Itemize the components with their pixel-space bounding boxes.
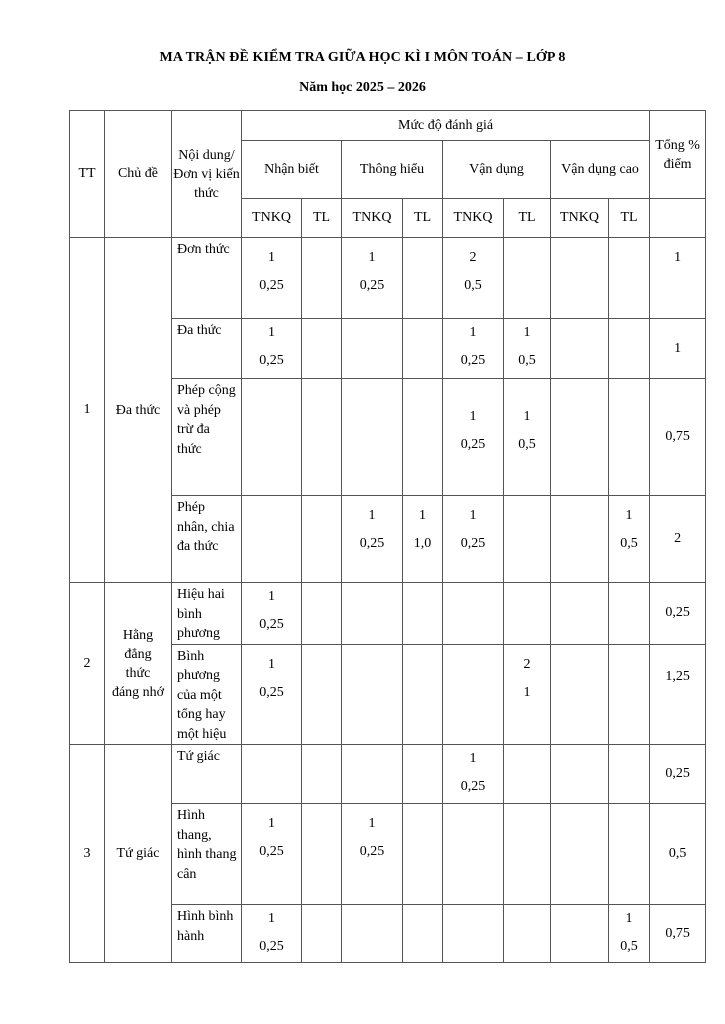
level-cell bbox=[609, 804, 650, 905]
score-value: 0,25 bbox=[259, 684, 284, 700]
question-count: 1 bbox=[419, 508, 426, 523]
level-cell bbox=[242, 804, 302, 905]
level-cell bbox=[342, 905, 403, 963]
question-count: 2 bbox=[469, 250, 477, 265]
question-count: 1 bbox=[625, 911, 633, 926]
level-cell bbox=[504, 644, 551, 745]
score-value: 1 bbox=[523, 684, 531, 700]
level-cell bbox=[242, 644, 302, 745]
total-percent: 0,75 bbox=[650, 379, 706, 496]
level-cell bbox=[443, 644, 504, 745]
level-cell bbox=[443, 379, 504, 496]
level-cell bbox=[302, 379, 342, 496]
level-cell bbox=[302, 238, 342, 319]
question-count: 1 bbox=[368, 816, 376, 831]
level-cell bbox=[609, 319, 650, 379]
level-cell bbox=[403, 745, 443, 804]
header-level-group: Mức độ đánh giá bbox=[242, 111, 650, 141]
total-percent: 0,75 bbox=[650, 905, 706, 963]
level-cell bbox=[342, 319, 403, 379]
row-number: 1 bbox=[70, 238, 105, 583]
row-number: 2 bbox=[70, 583, 105, 745]
score-value: 0,5 bbox=[518, 353, 536, 368]
score-value: 0,5 bbox=[464, 278, 482, 293]
header-level-apply-high: Vận dụng cao bbox=[551, 141, 650, 199]
level-cell bbox=[302, 745, 342, 804]
knowledge-unit: Đơn thức bbox=[172, 238, 242, 319]
level-cell bbox=[302, 496, 342, 583]
knowledge-unit: Phép nhân, chia đa thức bbox=[172, 496, 242, 583]
document-title: MA TRẬN ĐỀ KIỂM TRA GIỮA HỌC KÌ I MÔN TOÁN – LỚP 8 bbox=[159, 50, 566, 65]
question-count: 1 bbox=[368, 508, 376, 523]
knowledge-unit: Phép cộng và phép trừ đa thức bbox=[172, 379, 242, 496]
level-cell bbox=[342, 583, 403, 645]
level-cell bbox=[302, 583, 342, 645]
question-count: 1 bbox=[523, 325, 531, 340]
level-cell bbox=[504, 319, 551, 379]
level-cell bbox=[504, 496, 551, 583]
total-percent: 0,25 bbox=[650, 745, 706, 804]
level-cell bbox=[302, 319, 342, 379]
level-cell bbox=[342, 238, 403, 319]
score-value: 0,5 bbox=[518, 437, 536, 452]
score-value: 1,0 bbox=[413, 536, 432, 551]
header-level-understand: Thông hiểu bbox=[342, 141, 443, 199]
level-cell bbox=[242, 379, 302, 496]
score-value: 0,25 bbox=[460, 437, 486, 452]
level-cell bbox=[443, 496, 504, 583]
topic-name: Hằng đẳng thức đáng nhớ bbox=[105, 583, 172, 745]
score-value: 0,5 bbox=[620, 939, 638, 954]
header-unit: Nội dung/ Đơn vị kiến thức bbox=[172, 111, 242, 238]
level-cell bbox=[609, 238, 650, 319]
topic-name: Đa thức bbox=[105, 238, 172, 583]
level-cell bbox=[302, 644, 342, 745]
total-percent: 2 bbox=[650, 496, 706, 583]
topic-name: Tứ giác bbox=[105, 745, 172, 963]
header-total: Tổng % điểm bbox=[650, 111, 706, 199]
header-sub-tl: TL bbox=[302, 199, 342, 238]
level-cell bbox=[242, 496, 302, 583]
level-cell bbox=[403, 238, 443, 319]
question-count: 1 bbox=[469, 508, 477, 523]
level-cell bbox=[443, 745, 504, 804]
knowledge-unit: Hình thang, hình thang cân bbox=[172, 804, 242, 905]
level-cell bbox=[342, 379, 403, 496]
level-cell bbox=[403, 496, 443, 583]
knowledge-unit: Hiệu hai bình phương bbox=[172, 583, 242, 645]
total-percent: 1,25 bbox=[650, 644, 706, 745]
level-cell bbox=[504, 804, 551, 905]
score-value: 0,25 bbox=[460, 779, 486, 794]
level-cell bbox=[443, 905, 504, 963]
level-cell bbox=[403, 905, 443, 963]
level-cell bbox=[609, 644, 650, 745]
header-level-recognize: Nhận biết bbox=[242, 141, 342, 199]
level-cell bbox=[443, 319, 504, 379]
level-cell bbox=[504, 905, 551, 963]
level-cell bbox=[342, 745, 403, 804]
level-cell bbox=[551, 804, 609, 905]
level-cell bbox=[242, 745, 302, 804]
score-value: 0,25 bbox=[259, 617, 284, 632]
level-cell bbox=[551, 583, 609, 645]
row-number: 3 bbox=[70, 745, 105, 963]
score-value: 0,25 bbox=[359, 844, 385, 859]
header-sub-tl: TL bbox=[609, 199, 650, 238]
level-cell bbox=[443, 238, 504, 319]
score-value: 0,25 bbox=[259, 844, 284, 859]
total-percent: 0,25 bbox=[650, 583, 706, 645]
header-sub-tl: TL bbox=[403, 199, 443, 238]
level-cell bbox=[342, 496, 403, 583]
question-count: 1 bbox=[268, 816, 275, 831]
score-value: 0,25 bbox=[259, 278, 284, 293]
score-value: 0,25 bbox=[359, 536, 385, 551]
header-topic: Chủ đề bbox=[105, 111, 172, 238]
level-cell bbox=[551, 238, 609, 319]
level-cell bbox=[403, 804, 443, 905]
level-cell bbox=[403, 319, 443, 379]
header-level-apply: Vận dụng bbox=[443, 141, 551, 199]
level-cell bbox=[504, 238, 551, 319]
header-sub-tl: TL bbox=[504, 199, 551, 238]
level-cell bbox=[609, 496, 650, 583]
level-cell bbox=[609, 745, 650, 804]
total-percent: 0,5 bbox=[650, 804, 706, 905]
table-row bbox=[70, 238, 706, 319]
level-cell bbox=[403, 644, 443, 745]
level-cell bbox=[551, 379, 609, 496]
question-count: 1 bbox=[625, 508, 633, 523]
question-count: 1 bbox=[523, 409, 531, 424]
question-count: 1 bbox=[469, 751, 477, 766]
question-count: 1 bbox=[268, 656, 275, 672]
question-count: 1 bbox=[268, 250, 275, 265]
header-sub-tnkq: TNKQ bbox=[443, 199, 504, 238]
knowledge-unit: Tứ giác bbox=[172, 745, 242, 804]
header-sub-tnkq: TNKQ bbox=[342, 199, 403, 238]
header-tt: TT bbox=[70, 111, 105, 238]
level-cell bbox=[242, 583, 302, 645]
level-cell bbox=[609, 379, 650, 496]
question-count: 1 bbox=[268, 325, 275, 340]
level-cell bbox=[302, 804, 342, 905]
level-cell bbox=[403, 379, 443, 496]
level-cell bbox=[551, 496, 609, 583]
level-cell bbox=[551, 644, 609, 745]
table-row bbox=[70, 745, 706, 804]
score-value: 0,25 bbox=[359, 278, 385, 293]
header-sub-tnkq: TNKQ bbox=[242, 199, 302, 238]
score-value: 0,25 bbox=[259, 939, 284, 954]
question-count: 1 bbox=[268, 911, 275, 926]
header-sub-tnkq: TNKQ bbox=[551, 199, 609, 238]
level-cell bbox=[551, 745, 609, 804]
level-cell bbox=[302, 905, 342, 963]
level-cell bbox=[443, 804, 504, 905]
level-cell bbox=[504, 745, 551, 804]
total-percent: 1 bbox=[650, 319, 706, 379]
level-cell bbox=[342, 804, 403, 905]
knowledge-unit: Hình bình hành bbox=[172, 905, 242, 963]
question-count: 1 bbox=[469, 325, 477, 340]
level-cell bbox=[504, 583, 551, 645]
level-cell bbox=[242, 319, 302, 379]
question-count: 1 bbox=[268, 589, 275, 604]
score-value: 0,5 bbox=[620, 536, 638, 551]
score-value: 0,25 bbox=[259, 353, 284, 368]
question-count: 2 bbox=[523, 656, 531, 672]
table-row bbox=[70, 583, 706, 645]
header-total-blank bbox=[650, 199, 706, 238]
level-cell bbox=[403, 583, 443, 645]
score-value: 0,25 bbox=[460, 353, 486, 368]
level-cell bbox=[504, 379, 551, 496]
knowledge-unit: Bình phương của một tổng hay một hiệu bbox=[172, 644, 242, 745]
assessment-matrix-table bbox=[69, 110, 706, 963]
question-count: 1 bbox=[469, 409, 477, 424]
knowledge-unit: Đa thức bbox=[172, 319, 242, 379]
level-cell bbox=[342, 644, 403, 745]
document-subtitle: Năm học 2025 – 2026 bbox=[299, 80, 426, 95]
total-percent: 1 bbox=[650, 238, 706, 319]
level-cell bbox=[551, 319, 609, 379]
score-value: 0,25 bbox=[460, 536, 486, 551]
level-cell bbox=[443, 583, 504, 645]
level-cell bbox=[609, 583, 650, 645]
level-cell bbox=[242, 905, 302, 963]
level-cell bbox=[242, 238, 302, 319]
level-cell bbox=[551, 905, 609, 963]
level-cell bbox=[609, 905, 650, 963]
question-count: 1 bbox=[368, 250, 376, 265]
